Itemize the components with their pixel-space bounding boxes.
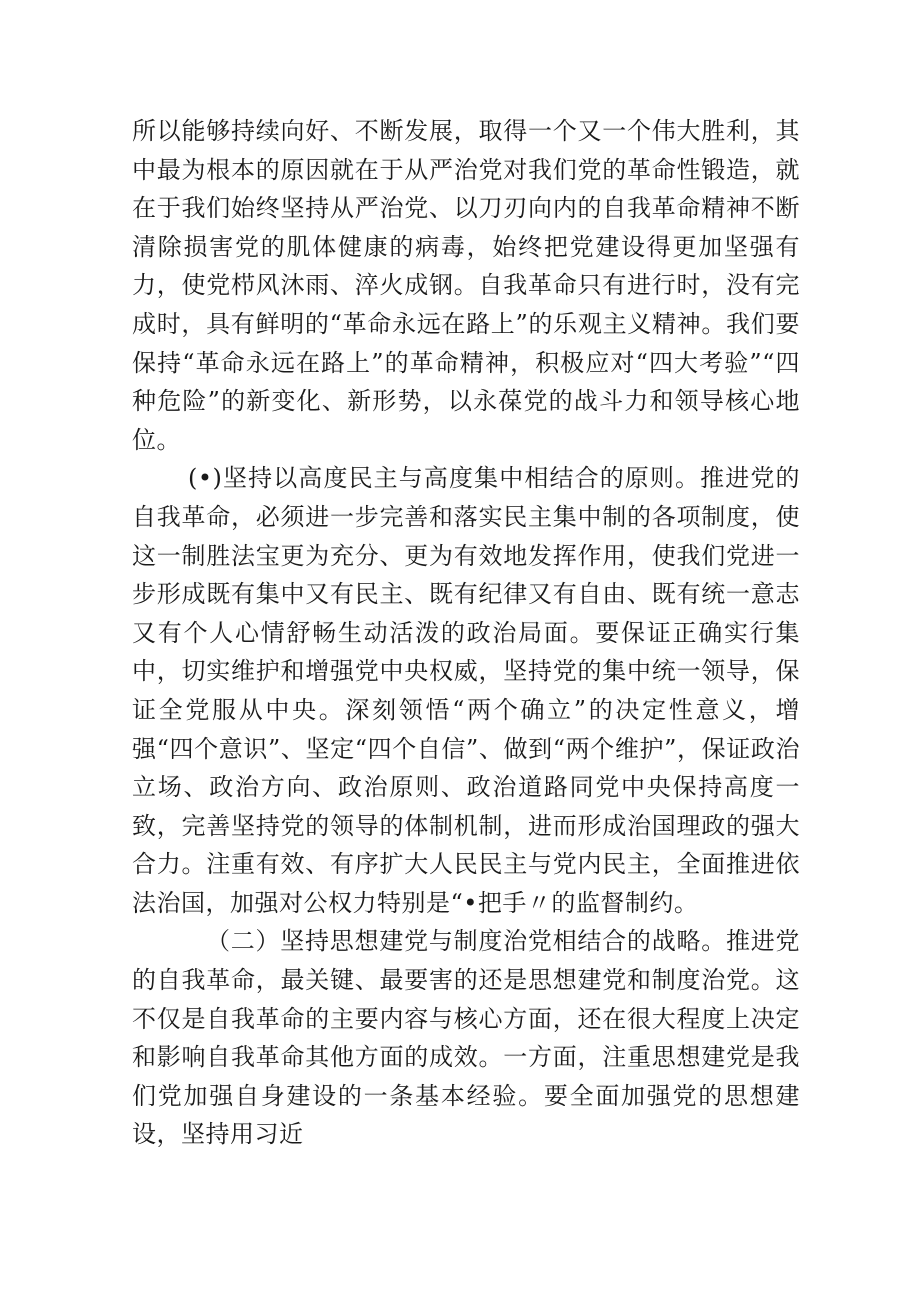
paragraph-democratic-centralism: (•)坚持以高度民主与高度集中相结合的原则。推进党的自我革命，必须进一步完善和落实民主集中制的各项制度，使这一制胜法宝更为充分、更为有效地发挥作用，使我们党进一步形成既有集中又有民主、既有纪律又有自由、既有统一意志又有个人心情舒畅生动活泼的政治局面。要保证正确实行集中，切实维护和增强党中央权威，坚持党的集中统一领导，保证全党服从中央。深刻领悟“两个确立”的决定性意义，增强“四个意识”、坚定“四个自信”、做到“两个维护”，保证政治立场、政治方向、政治原则、政治道路同党中央保持高度一致，完善坚持党的领导的体制机制，进而形成治国理政的强大合力。注重有效、有序扩大人民民主与党内民主，全面推进依法治国，加强对公权力特别是“•把手〃的监督制约。 [132, 464, 800, 917]
document-body [132, 112, 800, 1154]
paragraph-continuation: 所以能够持续向好、不断发展，取得一个又一个伟大胜利，其中最为根本的原因就在于从严治党对我们党的革命性锻造，就在于我们始终坚持从严治党、以刀刃向内的自我革命精神不断清除损害党的肌体健康的病毒，始终把党建设得更加坚强有力，使党栉风沐雨、淬火成钢。自我革命只有进行时，没有完成时，具有鲜明的“革命永远在路上”的乐观主义精神。我们要保持“革命永远在路上”的革命精神，积极应对“四大考验”“四种危险”的新变化、新形势，以永葆党的战斗力和领导核心地位。 [132, 117, 800, 454]
paragraph-section-two: （二）坚持思想建党与制度治党相结合的战略。推进党的自我革命，最关键、最要害的还是思想建党和制度治党。这不仅是自我革命的主要内容与核心方面，还在很大程度上决定和影响自我革命其他方面的成效。一方面，注重思想建党是我们党加强自身建设的一条基本经验。要全面加强党的思想建设，坚持用习近 [132, 927, 800, 1149]
